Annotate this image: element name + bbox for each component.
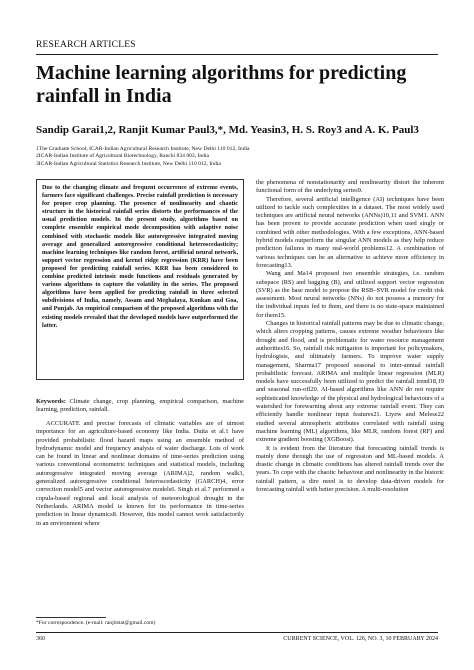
body-paragraph: Therefore, several artificial intelligence (AI) techniques have been utilized to tackle such complexities in a dataset. The most widely used techniques are artificial neural networks (ANNs)10,11 and SVM1. ANN has been proven to provide accurate prediction when used singly or combined with other methodologies. With a few exceptions, ANN-based hybrid models outperform the singular ANN models as they help reduce prediction failures in many real-world problems12. A combination of various techniques can be an alternative to achieve more efficiency in forecasting13. <box>256 195 444 269</box>
affiliations <box>36 146 456 168</box>
keywords-text: Climate change, crop planning, empirical comparison, machine learning, prediction, rainfall. <box>36 398 244 414</box>
footnote: *For correspondence. (e-mail: ranjitstat@gmail.com) <box>36 620 156 626</box>
affiliation-1: 1The Graduate School, ICAR-Indian Agricultural Research Institute, New Delhi 110 012, India <box>36 146 250 152</box>
abstract-text: Due to the changing climate and frequent occurrence of extreme events, farmers face significant challenges. Precise rainfall prediction is necessary for proper crop planning. The presence of nonlinearity and chaotic structure in the historical rainfall series distorts the performances of the usual prediction models. In the present study, algorithms based on complete ensemble empirical mode decomposition with adaptive noise combined with stochastic models like autoregressive integrated moving average and generalized autoregressive conditional heteroscedasticity; machine learning techniques like random forest, artificial neural network, support vector regression and kernel ridge regression (KRR) have been proposed for predicting rainfall series. KRR has been considered to combine predicted intrinsic mode functions and residuals generated by various algorithms to capture the volatility in the series. The proposed algorithms have been applied for predicting rainfall in three selected subdivisions of India, namely, Assam and Meghalaya, Konkan and Goa, and Punjab. An empirical comparison of the proposed algorithms with the existing models revealed that the developed models have outperformed the latter. <box>42 185 238 329</box>
footnote-rule <box>36 617 106 618</box>
author-list: Sandip Garai1,2, Ranjit Kumar Paul3,*, Md. Yeasin3, H. S. Roy3 and A. K. Paul3 <box>36 124 419 136</box>
affiliation-2: 2ICAR-Indian Institute of Agricultural Biotechnology, Ranchi 834 003, India <box>36 153 210 160</box>
left-column-body <box>36 420 244 528</box>
header-rule <box>36 54 438 55</box>
body-paragraph: ACCURATE and precise forecasts of climatic variables are of utmost importance for an agriculture-based economy like India. Dutta et al.1 have provided probabilistic flood hazard maps using an ensemble method of hydrodynamic model and frequency analysis of water discharge. Lots of work can be found in linear and nonlinear domains of time-series prediction using various conventional econometric techniques and statistical models, including autoregressive integrated moving average (ARIMA)2, random walk3, generalized autoregressive conditional heteroscedasticity (GARCH)4, error correction model5 and vector autoregressive models6. Singh et al.7 performed a copula-based regional and local analysis of meteorological drought in the Netherlands. ARIMA model is known for its performance in time-series prediction in linear dynamics8. However, this model cannot work satisfactorily in an environment where <box>36 420 244 527</box>
keywords <box>36 398 244 415</box>
body-paragraph: It is evident from the literature that forecasting rainfall trends is mainly done through the use of regression and ML-based models. A drastic change in climatic conditions has altered rainfall trends over the years. To cope with the chaotic behaviour and nonlinearity in the historic rainfall pattern, a dire need is to develop data-driven models for forecasting rainfall with better precision. A multi-resolution <box>256 444 444 493</box>
abstract-box <box>36 179 244 380</box>
body-paragraph: Changes in historical rainfall patterns may be due to climatic change, which alters cropping patterns, causes extreme weather behaviours like drought and flood, and is problematic for water resource management authorities16. So, rainfall risk mitigation is important for policymakers, hydrologists, and ultimately farmers. To improve water supply management, Sharma17 proposed seasonal to inter-annual rainfall probabilistic forecast. ARIMA and multiple linear regression (MLR) models have successfully been utilized to predict the rainfall trend18,19 and seasonal run-off20. AI-based algorithms like ANN do not require sophisticated knowledge of the physical and hydrological behaviours of a watershed for forewarning about any extreme rainfall event. They can efficiently handle nonlinear input features21. Liyew and Melese22 studied several atmospheric attributes correlated with rainfall using machine learning (ML) algorithms, like MLR, random forest (RF) and extreme gradient boosting (XGBoost). <box>256 320 444 444</box>
affiliation-3: 3ICAR-Indian Agricultural Statistics Research Institute, New Delhi 110 012, India <box>36 160 221 167</box>
journal-info: CURRENT SCIENCE, VOL. 126, NO. 3, 10 FEBRUARY 2024 <box>283 636 438 642</box>
section-label: RESEARCH ARTICLES <box>36 40 136 50</box>
keywords-label: Keywords: <box>36 398 66 405</box>
body-paragraph: Wang and Ma14 proposed two ensemble strategies, i.e. random subspace (RS) and bagging (B), and utilized support vector regression (SVR) as the base model to propose the RSB–SVR model for credit risk assessment. Most neural networks (NNs) do not possess a memory for the individual inputs fed to them, and there is no state-space maintained for them15. <box>256 270 444 319</box>
article-title: Machine learning algorithms for predicting rainfall in India <box>36 62 407 107</box>
body-paragraph: the phenomena of nonstationarity and nonlinearity distort the inherent functional form of the underlying series9. <box>256 179 444 195</box>
page-number: 360 <box>36 636 45 642</box>
right-column-body <box>256 179 444 494</box>
footer-rule <box>36 632 438 633</box>
